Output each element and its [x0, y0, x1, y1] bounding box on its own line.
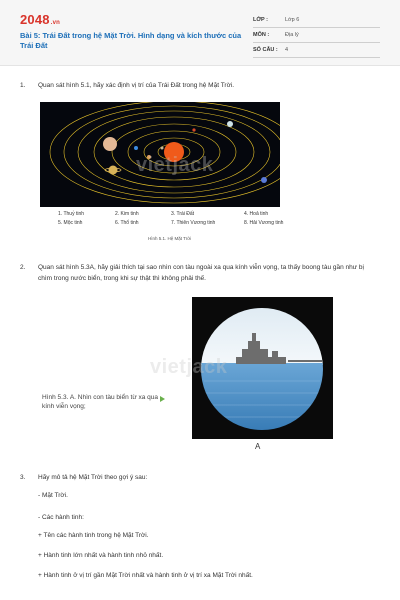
legend-item: 2. Kim tinh: [115, 211, 139, 217]
question-3: [20, 472, 390, 484]
figure-letter: A: [255, 442, 261, 451]
hint-line: - Các hành tinh:: [38, 514, 84, 521]
question-number: 3.: [20, 474, 26, 481]
saturn-icon: [109, 166, 118, 175]
logo-text: 2048: [20, 12, 50, 27]
legend-item: 4. Hoả tinh: [244, 211, 269, 217]
meta-label: LỚP :: [253, 17, 268, 23]
hint-line: + Hành tinh ở vị trí gần Mặt Trời nhất và hành tinh ở vị trí xa Mặt Trời nhất.: [38, 572, 253, 579]
venus-icon: [147, 155, 151, 159]
telescope-view-drawing: [192, 297, 333, 439]
earth-icon: [134, 146, 138, 150]
legend-item: 3. Trái Đất: [171, 211, 195, 217]
meta-question-count: [253, 44, 380, 58]
question-text: Hãy mô tả hệ Mặt Trời theo gợi ý sau:: [38, 474, 148, 481]
legend-item: 8. Hải Vương tinh: [244, 220, 284, 226]
uranus-icon: [227, 121, 233, 127]
jupiter-icon: [103, 137, 117, 151]
site-logo[interactable]: [20, 12, 60, 27]
question-text: Quan sát hình 5.3A, hãy giải thích tại sao nhìn con tàu ngoài xa qua kính viễn vọng, ta thấy boong tàu gần như bị chìm trong nước biển, trong khi sự thật thì không phải thế.: [38, 264, 364, 282]
legend-item: 6. Thổ tinh: [115, 220, 139, 226]
question-2: [20, 262, 390, 286]
meta-value: 4: [285, 47, 289, 53]
page-header: [0, 0, 400, 66]
hint-line: - Mặt Trời.: [38, 492, 68, 499]
watermark: vietjack: [136, 154, 214, 176]
legend-item: 1. Thuỷ tinh: [58, 211, 85, 217]
meta-subject: [253, 29, 380, 43]
hint-line: + Hành tinh lớn nhất và hành tinh nhỏ nhất.: [38, 552, 164, 559]
question-1: [20, 80, 390, 92]
lesson-title: Bài 5: Trái Đất trong hệ Mặt Trời. Hình dạng và kích thước của Trái Đất: [20, 31, 242, 50]
legend-item: 5. Mộc tinh: [58, 220, 83, 226]
watermark: vietjack: [150, 356, 228, 378]
sun-icon: [164, 142, 184, 162]
question-number: 1.: [20, 82, 26, 89]
meta-grade: [253, 14, 380, 28]
question-text: Quan sát hình 5.1, hãy xác định vị trí của Trái Đất trong hệ Mặt Trời.: [38, 82, 235, 89]
mars-icon: [192, 128, 195, 131]
arrow-right-icon: [160, 396, 165, 402]
meta-label: MÔN :: [253, 32, 270, 38]
figure-caption: Hình 5.3. A. Nhìn con tàu biển từ xa qua kính viễn vọng;: [42, 394, 159, 410]
solar-system-image: [40, 102, 280, 207]
telescope-ship-image: [192, 297, 333, 439]
hint-line: + Tên các hành tinh trong hệ Mặt Trời.: [38, 532, 149, 539]
meta-value: Địa lý: [285, 32, 299, 38]
neptune-icon: [261, 177, 267, 183]
meta-value: Lớp 6: [285, 17, 300, 23]
mercury-icon: [161, 147, 164, 150]
question-number: 2.: [20, 264, 26, 271]
legend-item: 7. Thiên Vương tinh: [171, 220, 216, 226]
figure-caption: Hình 5.1. Hệ Mặt Trời: [148, 236, 192, 241]
meta-label: SỐ CÂU :: [253, 47, 278, 53]
logo-suffix: .vn: [50, 20, 61, 26]
solar-system-drawing: [40, 102, 280, 207]
